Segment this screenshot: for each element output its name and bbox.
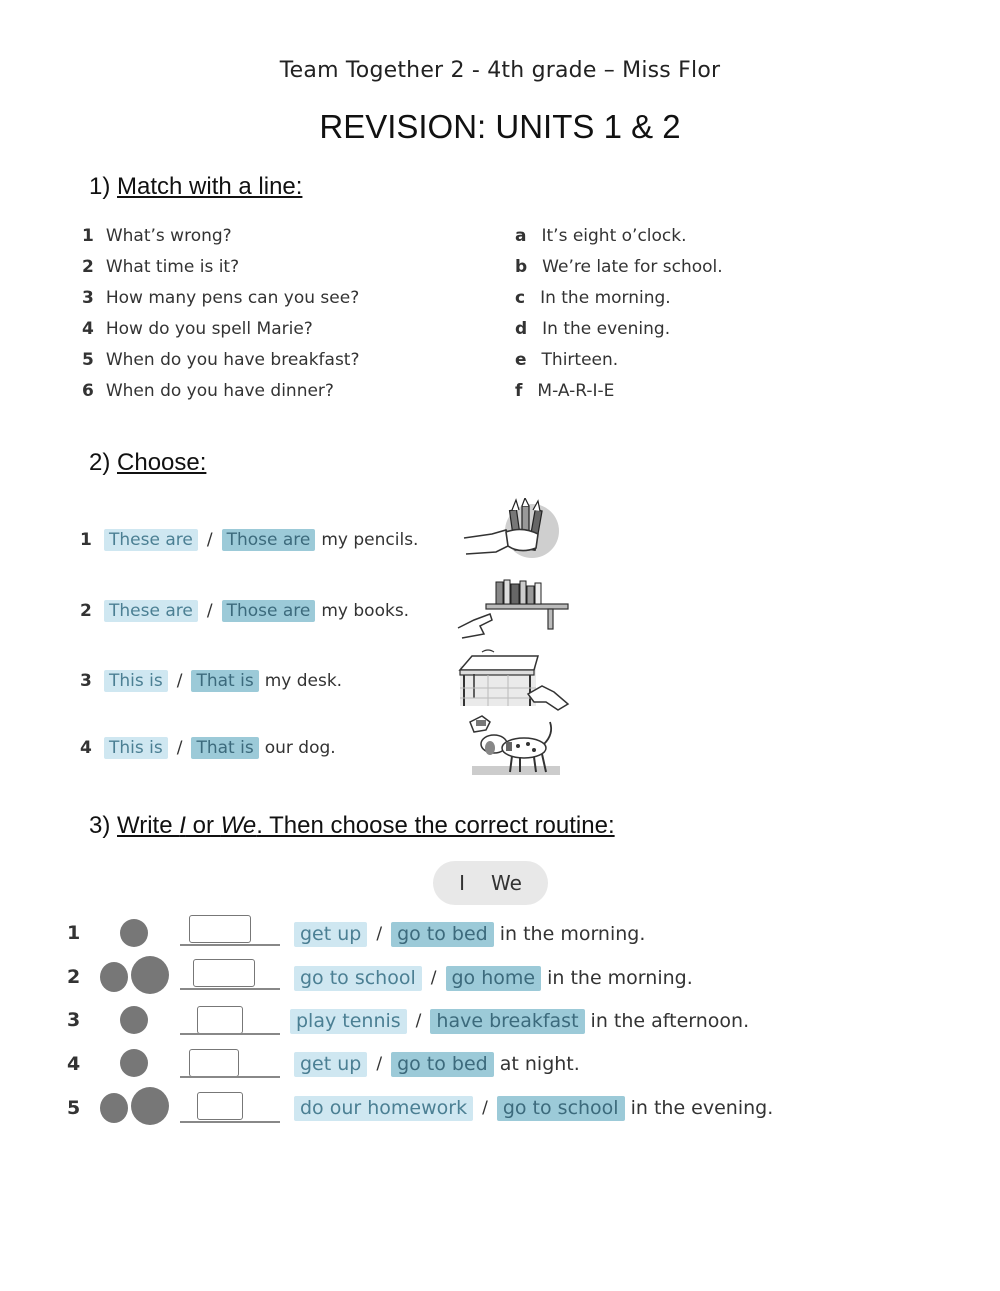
answer-row bbox=[515, 226, 723, 257]
slash-separator: / bbox=[206, 530, 213, 550]
section2-heading bbox=[89, 449, 206, 477]
page-title: REVISION: UNITS 1 & 2 bbox=[319, 108, 681, 145]
question-row bbox=[82, 226, 360, 257]
routine-option-2[interactable]: have breakfast bbox=[430, 1009, 584, 1034]
slash-separator: / bbox=[376, 924, 383, 944]
question-number: 5 bbox=[82, 350, 94, 370]
answer-text: Thirteen. bbox=[541, 350, 619, 370]
slash-separator: / bbox=[430, 968, 437, 988]
heading-part: or bbox=[185, 812, 221, 839]
routine-number: 5 bbox=[67, 1097, 81, 1119]
answer-line bbox=[180, 1033, 280, 1035]
routine-number: 1 bbox=[67, 922, 81, 944]
section3-number: 3) bbox=[89, 812, 111, 839]
question-row bbox=[82, 350, 360, 381]
section1-number: 1) bbox=[89, 173, 111, 200]
answer-text: M-A-R-I-E bbox=[537, 381, 615, 401]
routine-number: 3 bbox=[67, 1009, 81, 1031]
choose-option-those[interactable]: Those are bbox=[222, 600, 316, 622]
routine-number: 4 bbox=[67, 1053, 81, 1075]
answer-box[interactable] bbox=[197, 1006, 243, 1034]
word-bank bbox=[433, 861, 548, 905]
question-text: How many pens can you see? bbox=[105, 288, 360, 308]
answer-text: In the evening. bbox=[542, 319, 671, 339]
person-icon bbox=[120, 919, 148, 947]
answer-letter: d bbox=[515, 319, 528, 339]
match-questions bbox=[82, 226, 360, 412]
person-icon bbox=[120, 1006, 148, 1034]
section1-title: Match with a line: bbox=[117, 173, 303, 200]
hand-holding-pencils-illustration bbox=[462, 498, 564, 568]
choose-item-rest: my desk. bbox=[264, 671, 343, 691]
question-text: When do you have dinner? bbox=[105, 381, 334, 401]
word-bank-we: We bbox=[490, 871, 522, 895]
choose-option-that[interactable]: That is bbox=[191, 737, 258, 759]
routine-option-2[interactable]: go home bbox=[446, 966, 542, 991]
routine-option-2[interactable]: go to bed bbox=[391, 1052, 494, 1077]
match-answers bbox=[515, 226, 723, 412]
answer-letter: f bbox=[515, 381, 523, 401]
routine-row bbox=[294, 1050, 580, 1078]
routine-row bbox=[294, 1094, 773, 1122]
answer-text: In the morning. bbox=[540, 288, 671, 308]
routine-row bbox=[290, 1007, 749, 1035]
routine-option-1[interactable]: go to school bbox=[294, 966, 422, 991]
section2-title: Choose: bbox=[117, 449, 207, 476]
answer-row bbox=[515, 319, 723, 350]
choose-option-this[interactable]: This is bbox=[104, 737, 168, 759]
answer-box[interactable] bbox=[189, 1049, 239, 1077]
answer-line bbox=[180, 944, 280, 946]
question-text: What time is it? bbox=[105, 257, 240, 277]
routine-rest: in the afternoon. bbox=[590, 1010, 750, 1032]
routine-row bbox=[294, 920, 645, 948]
answer-row bbox=[515, 288, 723, 319]
routine-rest: in the evening. bbox=[630, 1097, 774, 1119]
answer-line bbox=[180, 988, 280, 990]
answer-text: It’s eight o’clock. bbox=[541, 226, 687, 246]
answer-letter: a bbox=[515, 226, 527, 246]
heading-part: Write bbox=[117, 812, 180, 839]
person-icon bbox=[131, 956, 169, 994]
choose-item-number: 3 bbox=[80, 671, 92, 691]
person-icon bbox=[120, 1049, 148, 1077]
worksheet-subtitle: Team Together 2 - 4th grade – Miss Flor bbox=[279, 58, 721, 83]
section2-number: 2) bbox=[89, 449, 111, 476]
question-number: 1 bbox=[82, 226, 94, 246]
choose-item bbox=[80, 527, 418, 553]
routine-row bbox=[294, 964, 693, 992]
routine-rest: in the morning. bbox=[499, 923, 646, 945]
section1-heading bbox=[89, 173, 302, 201]
choose-option-that[interactable]: That is bbox=[191, 670, 258, 692]
section3-heading bbox=[89, 812, 615, 840]
word-bank-i: I bbox=[459, 871, 465, 895]
question-number: 4 bbox=[82, 319, 94, 339]
question-number: 2 bbox=[82, 257, 94, 277]
answer-row bbox=[515, 257, 723, 288]
question-text: When do you have breakfast? bbox=[105, 350, 360, 370]
person-icon bbox=[100, 1093, 128, 1123]
question-row bbox=[82, 319, 360, 350]
choose-option-these[interactable]: These are bbox=[104, 600, 198, 622]
answer-row bbox=[515, 381, 723, 412]
answer-row bbox=[515, 350, 723, 381]
question-row bbox=[82, 257, 360, 288]
hand-pointing-at-desk-illustration bbox=[458, 648, 570, 712]
answer-letter: c bbox=[515, 288, 526, 308]
question-number: 6 bbox=[82, 381, 94, 401]
routine-rest: at night. bbox=[499, 1053, 580, 1075]
choose-item bbox=[80, 735, 336, 761]
choose-item-rest: my books. bbox=[321, 601, 410, 621]
routine-option-1[interactable]: get up bbox=[294, 922, 367, 947]
answer-box[interactable] bbox=[193, 959, 255, 987]
answer-letter: b bbox=[515, 257, 528, 277]
answer-text: We’re late for school. bbox=[542, 257, 723, 277]
answer-box[interactable] bbox=[197, 1092, 243, 1120]
hand-pointing-at-books-illustration bbox=[456, 578, 570, 640]
answer-line bbox=[180, 1121, 280, 1123]
choose-option-this[interactable]: This is bbox=[104, 670, 168, 692]
person-icon bbox=[131, 1087, 169, 1125]
person-icon bbox=[100, 962, 128, 992]
question-text: How do you spell Marie? bbox=[105, 319, 313, 339]
heading-italic-we: We bbox=[220, 812, 257, 839]
question-row bbox=[82, 288, 360, 319]
routine-option-1[interactable]: do our homework bbox=[294, 1096, 473, 1121]
slash-separator: / bbox=[415, 1011, 422, 1031]
choose-option-those[interactable]: Those are bbox=[222, 529, 316, 551]
answer-letter: e bbox=[515, 350, 527, 370]
choose-item-rest: my pencils. bbox=[321, 530, 419, 550]
hand-pointing-at-dog-illustration bbox=[468, 714, 564, 776]
routine-number: 2 bbox=[67, 966, 81, 988]
routine-option-1[interactable]: get up bbox=[294, 1052, 367, 1077]
choose-item-number: 2 bbox=[80, 601, 92, 621]
slash-separator: / bbox=[176, 671, 183, 691]
choose-item bbox=[80, 668, 342, 694]
choose-item-number: 4 bbox=[80, 738, 92, 758]
question-row bbox=[82, 381, 360, 412]
answer-line bbox=[180, 1076, 280, 1078]
routine-option-1[interactable]: play tennis bbox=[290, 1009, 407, 1034]
question-number: 3 bbox=[82, 288, 94, 308]
heading-italic-i: I bbox=[179, 812, 186, 839]
slash-separator: / bbox=[176, 738, 183, 758]
answer-box[interactable] bbox=[189, 915, 251, 943]
slash-separator: / bbox=[206, 601, 213, 621]
choose-option-these[interactable]: These are bbox=[104, 529, 198, 551]
choose-item-rest: our dog. bbox=[264, 738, 336, 758]
routine-option-2[interactable]: go to bed bbox=[391, 922, 494, 947]
section3-title bbox=[117, 812, 615, 839]
routine-option-2[interactable]: go to school bbox=[497, 1096, 625, 1121]
heading-part: . Then choose the correct routine: bbox=[256, 812, 615, 839]
slash-separator: / bbox=[482, 1098, 488, 1118]
choose-item bbox=[80, 598, 409, 624]
slash-separator: / bbox=[376, 1054, 383, 1074]
question-text: What’s wrong? bbox=[105, 226, 232, 246]
choose-item-number: 1 bbox=[80, 530, 92, 550]
routine-rest: in the morning. bbox=[547, 967, 693, 989]
